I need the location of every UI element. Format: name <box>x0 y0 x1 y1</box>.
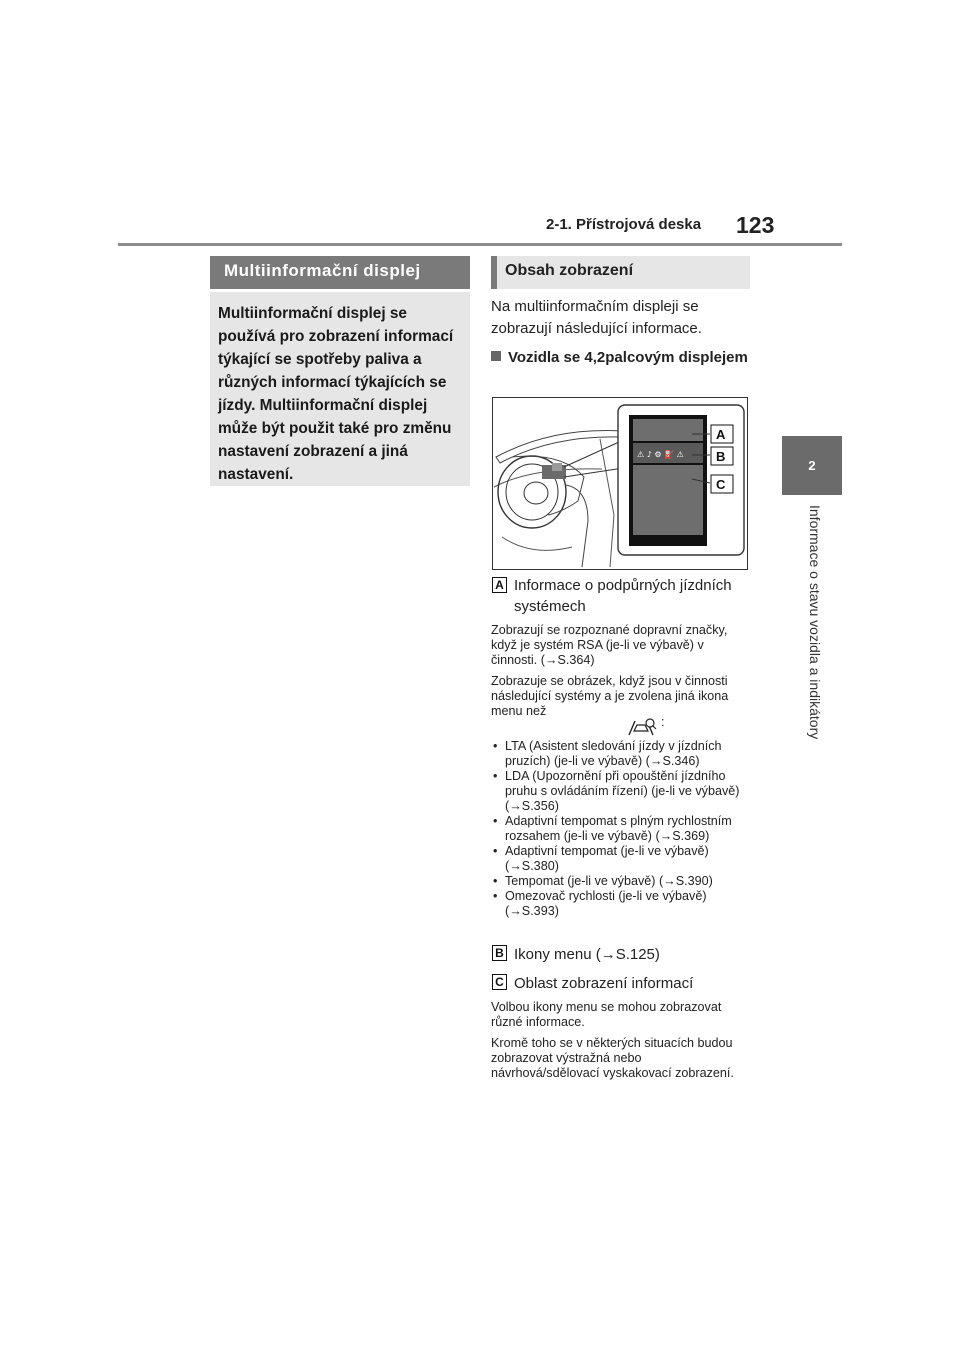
system-list <box>491 739 751 919</box>
intro-box <box>210 292 470 486</box>
icon-suffix: : <box>661 715 665 729</box>
callout-c-label: C <box>716 477 726 492</box>
item-letter-a: A <box>492 577 507 593</box>
display-intro: Na multiinformačním displeji se zobrazují následující informace. <box>491 298 702 337</box>
chapter-tab: 2 <box>782 436 842 495</box>
callout-b-label: B <box>716 449 726 464</box>
list-item: • Omezovač rychlosti (je-li ve výbavě) (→S.393) <box>491 889 751 919</box>
item-a-title: Informace o podpůrných jízdních systémech <box>514 577 732 615</box>
item-a-note-2: Zobrazuje se obrázek, když jsou v činnosti následující systémy a je zvolena jiná ikona menu než <box>491 674 729 718</box>
header-rule <box>118 243 842 246</box>
dashboard-illustration <box>492 397 748 570</box>
running-header: 2-1. Přístrojová deska <box>546 216 702 233</box>
intro-text: Multiinformační displej se používá pro zobrazení informací týkající se spotřeby paliva a různých informací týkajících se jízdy. Multiinformační displej může být použit také pro změnu nastavení zobrazení a jiná nastavení. <box>218 305 454 483</box>
item-letter-b: B <box>492 945 507 961</box>
section-heading-text: Multiinformační displej <box>224 261 421 280</box>
svg-text:⚠ ♪ ⚙ ⛽ ⚠: ⚠ ♪ ⚙ ⛽ ⚠ <box>637 450 684 459</box>
section-heading-multiinfo <box>210 256 470 289</box>
item-letter-c: C <box>492 974 507 990</box>
chapter-label: Informace o stavu vozidla a indikátory <box>807 505 823 740</box>
driving-assist-icon <box>623 717 659 737</box>
item-c-note-2: Kromě toho se v některých situacích budou zobrazovat výstražná nebo návrhová/sdělovací vyskakovací zobrazení. <box>491 1036 734 1080</box>
list-item: • Adaptivní tempomat (je-li ve výbavě) (→S.380) <box>491 844 751 874</box>
item-b-title: Ikony menu (→S.125) <box>514 946 660 963</box>
item-c-title: Oblast zobrazení informací <box>514 975 694 992</box>
dashboard-figure <box>492 397 748 570</box>
item-c-details <box>491 1000 751 1087</box>
square-bullet-icon <box>491 351 501 361</box>
list-item: • LDA (Upozornění při opouštění jízdního pruhu s ovládáním řízení) (je-li ve výbavě) (→S.356) <box>491 769 751 814</box>
callout-a <box>711 425 733 443</box>
callout-a-label: A <box>716 427 726 442</box>
callout-c <box>711 475 733 493</box>
section-heading-text: Obsah zobrazení <box>505 262 634 279</box>
item-a-details <box>491 623 751 919</box>
subheading-text: Vozidla se 4,2palcovým displejem <box>508 349 748 366</box>
callout-b <box>711 447 733 465</box>
subheading-4-2-inch <box>491 346 753 370</box>
list-item: • Adaptivní tempomat s plným rychlostním rozsahem (je-li ve výbavě) (→S.369) <box>491 814 751 844</box>
list-item: • LTA (Asistent sledování jízdy v jízdních pruzích) (je-li ve výbavě) (→S.346) <box>491 739 751 769</box>
item-a-note-1: Zobrazují se rozpoznané dopravní značky, když je systém RSA (je-li ve výbavě) v činnosti. (→S.364) <box>491 623 728 667</box>
section-heading-display-content <box>491 256 750 289</box>
list-item: • Tempomat (je-li ve výbavě) (→S.390) <box>491 874 751 889</box>
page-number: 123 <box>736 212 775 238</box>
item-c-note-1: Volbou ikony menu se mohou zobrazovat různé informace. <box>491 1000 722 1029</box>
